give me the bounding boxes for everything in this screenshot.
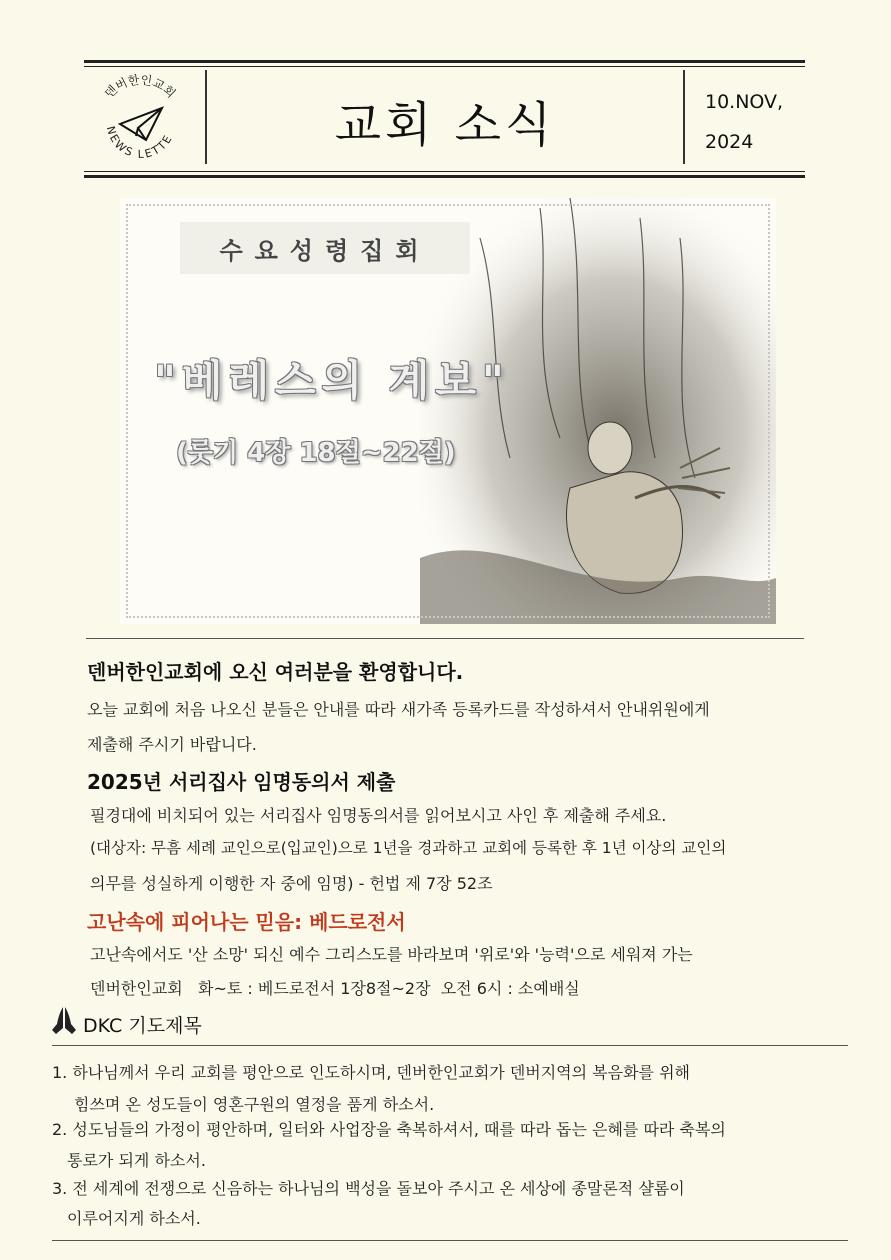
prayer-item-3 (52, 1176, 685, 1199)
peter-line-2: 덴버한인교회 화~토 : 베드로전서 1장8절~2장 오전 6시 : 소예배실 (90, 979, 580, 998)
banner-scripture: (룻기 4장 18절~22절) (176, 438, 456, 468)
date-line-1: 10.NOV, (705, 91, 784, 113)
paper-plane-icon (120, 108, 162, 140)
stewards-line-3: 의무를 성실하게 이행한 자 중에 임명) - 헌법 제 7장 52조 (90, 874, 493, 893)
prayer-item-2-line-1: 성도님들의 가정이 평안하며, 일터와 사업장을 축복하셔서, 때를 따라 돕는 은혜를 따라 축복의 (72, 1120, 726, 1139)
stewards-line-2: (대상자: 무흠 세례 교인으로(입교인)으로 1년을 경과하고 교회에 등록한 후 1년 이상의 교인의 (90, 839, 727, 857)
praying-hands-icon (48, 1004, 80, 1036)
header-top-rule-thin (84, 66, 805, 67)
prayer-item-3-cont: 이루어지게 하소서. (67, 1209, 201, 1228)
sermon-banner (120, 198, 776, 624)
prayer-bottom-rule (52, 1240, 848, 1241)
welcome-line-1: 오늘 교회에 처음 나오신 분들은 안내를 따라 새가족 등록카드를 작성하셔서 안내위원에게 (87, 700, 710, 719)
prayer-item-2 (52, 1117, 726, 1140)
prayer-item-2-number: 2. (52, 1120, 68, 1139)
header-divider-left (205, 70, 207, 164)
prayer-top-rule (52, 1045, 848, 1046)
prayer-item-3-number: 3. (52, 1179, 68, 1198)
welcome-line-2: 제출해 주시기 바랍니다. (87, 735, 257, 754)
newsletter-logo (88, 72, 192, 168)
stewards-line-1: 필경대에 비치되어 있는 서리집사 임명동의서를 읽어보시고 사인 후 제출해 주세요. (90, 806, 667, 825)
peter-line-1: 고난속에서도 '산 소망' 되신 예수 그리스도를 바라보며 '위로'와 '능력'으로 세워져 가는 (90, 945, 693, 964)
prayer-heading: DKC 기도제목 (83, 1015, 202, 1037)
header-bottom-rule-thick (84, 175, 805, 178)
banner-headline: "베레스의 계보" (154, 356, 510, 405)
welcome-heading: 덴버한인교회에 오신 여러분을 환영합니다. (87, 660, 464, 684)
svg-text:덴버한인교회 (101, 72, 179, 101)
prayer-item-3-line-1: 전 세계에 전쟁으로 신음하는 하나님의 백성을 돌보아 주시고 온 세상에 종말론적 샬롬이 (72, 1179, 685, 1198)
banner-subtitle: 수요성령집회 (180, 222, 470, 274)
page-title: 교회 소식 (334, 96, 556, 153)
stewards-heading: 2025년 서리집사 임명동의서 제출 (87, 770, 396, 794)
prayer-item-1-number: 1. (52, 1063, 68, 1082)
logo-sub-text: NEWS LETTE (103, 124, 176, 161)
prayer-item-2-cont: 통로가 되게 하소서. (67, 1151, 206, 1170)
prayer-item-1-line-1: 하나님께서 우리 교회를 평안으로 인도하시며, 덴버한인교회가 덴버지역의 복음화를 위해 (72, 1063, 691, 1082)
prayer-item-1-cont: 힘쓰며 온 성도들이 영혼구원의 열정을 품게 하소서. (74, 1095, 435, 1114)
issue-date (705, 82, 783, 162)
prayer-item-1 (52, 1060, 690, 1083)
section-divider (86, 638, 804, 639)
peter-heading: 고난속에 피어나는 믿음: 베드로전서 (87, 910, 406, 934)
header-divider-right (683, 70, 685, 164)
header-bottom-rule-thin (84, 171, 805, 172)
logo-arc-text: 덴버한인교회 (101, 72, 179, 101)
header-top-rule-thick (84, 60, 805, 63)
date-line-2: 2024 (705, 131, 754, 153)
